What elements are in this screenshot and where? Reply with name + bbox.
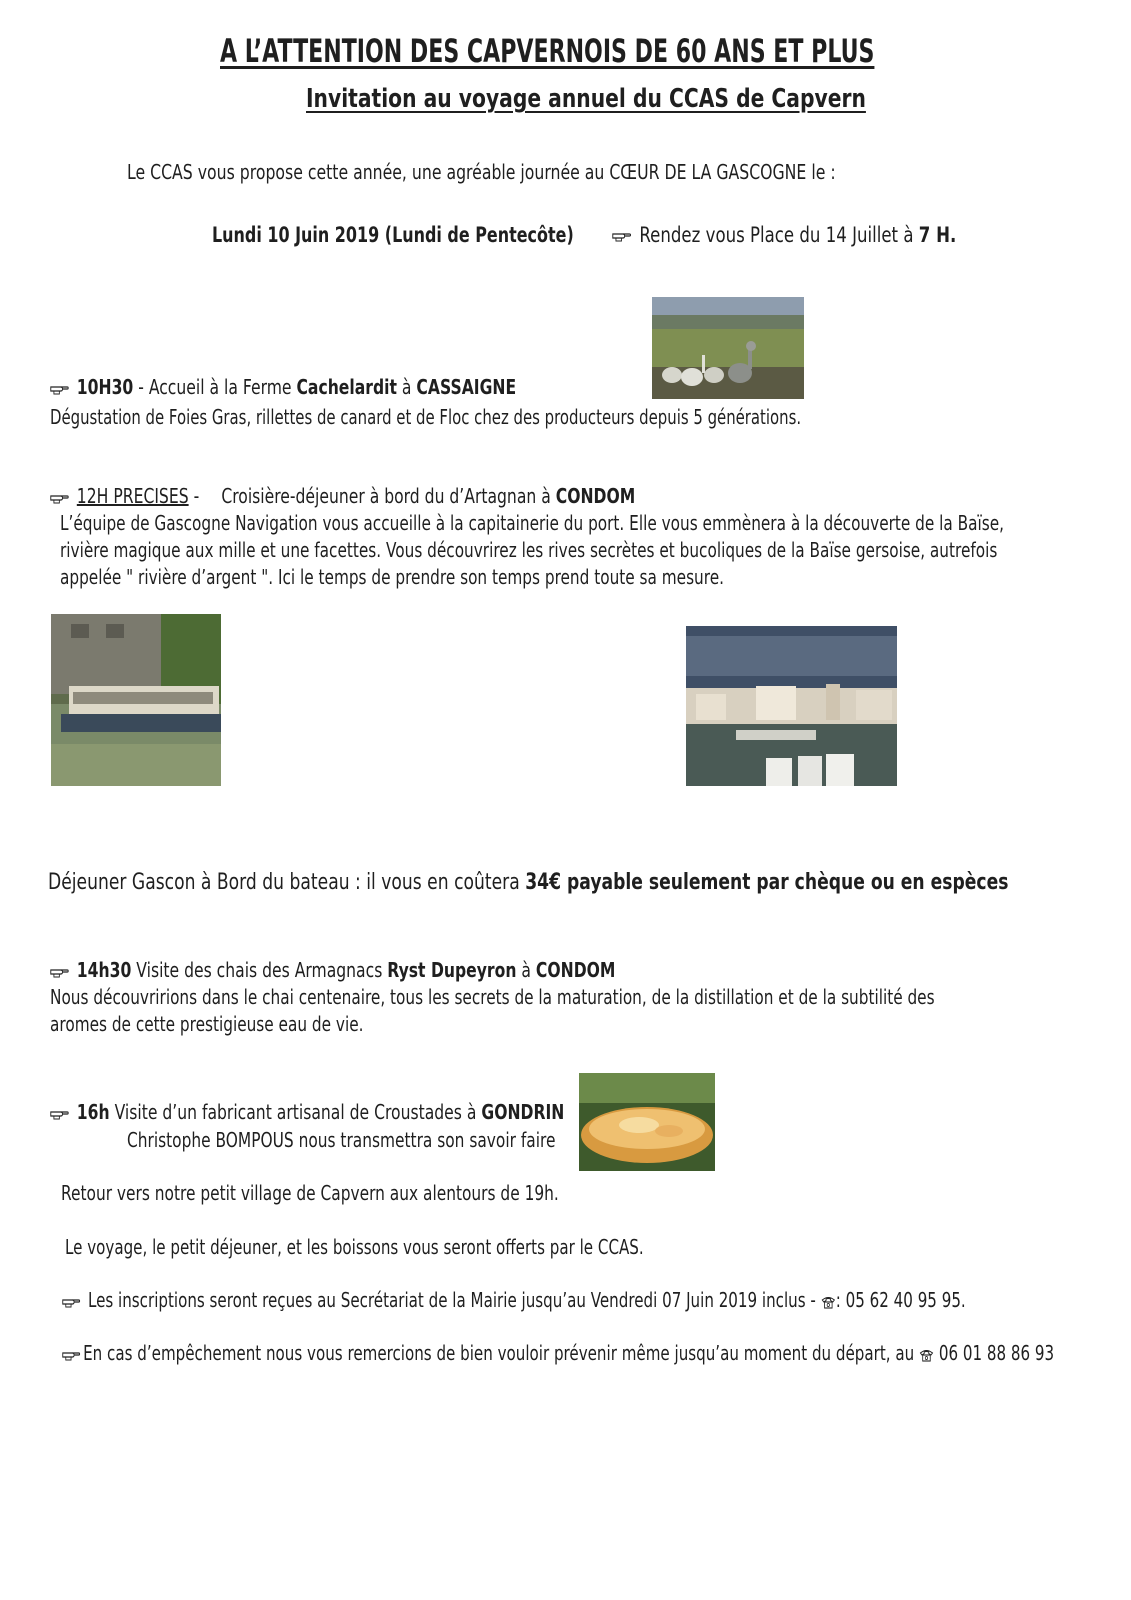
meeting-time: 7 H. bbox=[918, 223, 957, 247]
pointing-hand-icon bbox=[62, 1296, 80, 1308]
trip-date: Lundi 10 Juin 2019 (Lundi de Pentecôte) bbox=[212, 223, 574, 247]
telephone-icon bbox=[821, 1295, 836, 1309]
page-subtitle: Invitation au voyage annuel du CCAS de Capvern bbox=[306, 84, 866, 114]
pointing-hand-icon bbox=[50, 1108, 69, 1120]
step-4-time: 16h bbox=[76, 1100, 110, 1124]
step-1-farm: Cachelardit bbox=[296, 375, 397, 399]
intro-text: Le CCAS vous propose cette année, une agréable journée au CŒUR DE LA GASCOGNE le : bbox=[127, 160, 836, 184]
step-2-heading bbox=[50, 484, 635, 508]
pointing-hand-icon bbox=[62, 1349, 80, 1361]
pointing-hand-icon bbox=[50, 492, 69, 504]
geese-farm-photo bbox=[652, 297, 804, 399]
step-3-time: 14h30 bbox=[76, 958, 132, 982]
meeting-text: Rendez vous Place du 14 Juillet à bbox=[639, 223, 914, 247]
step-1-at: à bbox=[401, 375, 412, 399]
lunch-price: 34€ payable seulement par chèque ou en espèces bbox=[525, 870, 1009, 895]
cancellation-phone: 06 01 88 86 93 bbox=[938, 1341, 1055, 1365]
registration-phone: : 05 62 40 95 95. bbox=[835, 1288, 966, 1312]
step-3-heading bbox=[50, 958, 615, 982]
step-2-time: 12H PRECISES bbox=[76, 484, 189, 508]
step-2-text: Croisière-déjeuner à bord du d’Artagnan à bbox=[221, 484, 551, 508]
cancellation-line bbox=[62, 1341, 1054, 1365]
cancellation-text: En cas d’empêchement nous vous remercions de bien vouloir prévenir même jusqu’au moment du départ, au bbox=[83, 1341, 915, 1365]
river-boat-photo bbox=[51, 614, 221, 786]
step-3-name: Ryst Dupeyron bbox=[387, 958, 517, 982]
step-4-place: GONDRIN bbox=[481, 1100, 565, 1124]
pointing-hand-icon bbox=[50, 383, 69, 395]
lunch-text: Déjeuner Gascon à Bord du bateau : il vous en coûtera bbox=[48, 870, 520, 895]
step-4-heading bbox=[50, 1100, 564, 1124]
meeting-point bbox=[612, 223, 956, 247]
step-3-at: à bbox=[521, 958, 531, 982]
step-3-place: CONDOM bbox=[535, 958, 616, 982]
offer-line: Le voyage, le petit déjeuner, et les boissons vous seront offerts par le CCAS. bbox=[65, 1235, 644, 1259]
step-3-text: Visite des chais des Armagnacs bbox=[136, 958, 383, 982]
telephone-icon bbox=[919, 1348, 934, 1362]
pointing-hand-icon bbox=[50, 966, 69, 978]
lunch-price-line bbox=[48, 870, 1008, 895]
step-1-time: 10H30 bbox=[76, 375, 134, 399]
pointing-hand-icon bbox=[612, 230, 631, 242]
step-4-description: Christophe BOMPOUS nous transmettra son savoir faire bbox=[127, 1128, 556, 1152]
return-time-line: Retour vers notre petit village de Capvern aux alentours de 19h. bbox=[61, 1181, 559, 1205]
step-1-place: CASSAIGNE bbox=[416, 375, 517, 399]
step-1-description: Dégustation de Foies Gras, rillettes de canard et de Floc chez des producteurs depuis 5 générations. bbox=[50, 405, 802, 429]
page-title: A L’ATTENTION DES CAPVERNOIS DE 60 ANS ET PLUS bbox=[220, 32, 875, 70]
step-4-text: Visite d’un fabricant artisanal de Croustades à bbox=[114, 1100, 477, 1124]
step-1-heading bbox=[50, 375, 516, 399]
step-2-place: CONDOM bbox=[555, 484, 636, 508]
step-3-description: Nous découvririons dans le chai centenaire, tous les secrets de la maturation, de la distillation et de la subtilité des aromes de cette prestigieuse eau de vie. bbox=[50, 985, 935, 1036]
croustade-pastry-photo bbox=[579, 1073, 715, 1171]
registration-line bbox=[62, 1288, 966, 1312]
step-2-dash: - bbox=[193, 484, 200, 508]
step-1-text: - Accueil à la Ferme bbox=[138, 375, 292, 399]
step-2-description: L’équipe de Gascogne Navigation vous accueille à la capitainerie du port. Elle vous emmènera à la découverte de la Baïse, rivière magique aux mille et une facettes. Vous découvrirez les rives secrètes et bucoliques de la Baïse gersoise, autrefois appelée " rivière d’argent ". Ici le temps de prendre son temps prend toute sa mesure. bbox=[60, 511, 1005, 589]
condom-harbour-photo bbox=[686, 626, 897, 786]
registration-text: Les inscriptions seront reçues au Secrétariat de la Mairie jusqu’au Vendredi 07 Juin 2019 inclus - bbox=[87, 1288, 816, 1312]
